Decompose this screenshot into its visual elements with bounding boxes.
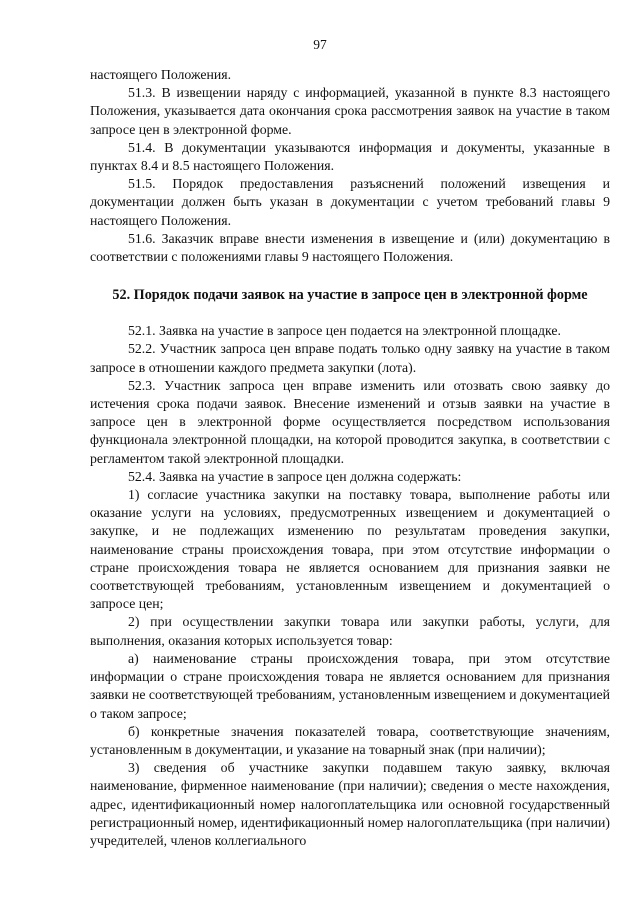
list-item-2a: а) наименование страны происхождения товара, при этом отсутствие информации о стране происхождения товара не является основанием для признания заявки не соответствующей требованиям, установленным извещением и документацией о таком запросе; bbox=[90, 650, 610, 721]
section-heading: 52. Порядок подачи заявок на участие в запросе цен в электронной форме bbox=[112, 287, 588, 304]
paragraph-51-5: 51.5. Порядок предоставления разъяснений положений извещения и документации должен быть указан в документации с учетом требований главы 9 настоящего Положения. bbox=[90, 176, 610, 228]
paragraph-51-4: 51.4. В документации указываются информация и документы, указанные в пунктах 8.4 и 8.5 настоящего Положения. bbox=[90, 139, 610, 174]
list-item-2: 2) при осуществлении закупки товара или закупки работы, услуги, для выполнения, оказания которых используется товар: bbox=[90, 614, 610, 648]
paragraph-52-3: 52.3. Участник запроса цен вправе изменить или отозвать свою заявку до истечения срока подачи заявок. Внесение изменений и отзыв заявки на участие в запросе цен в электронной форме осуществляется посредством использования функционала электронной площадки, на которой проводится закупка, в соответствии с регламентом такой электронной площадки. bbox=[90, 377, 610, 466]
document-body bbox=[90, 66, 610, 850]
list-item-1: 1) согласие участника закупки на поставку товара, выполнение работы или оказание услуги на условиях, предусмотренных извещением и документацией о закупке, и не подлежащих изменению по результатам проведения закупки, наименование страны происхождения товара, при этом отсутствие информации о стране происхождения товара не является основанием для признания заявки не соответствующей требованиям, установленным извещением и документацией о запросе цен; bbox=[90, 487, 610, 612]
list-item-2b: б) конкретные значения показателей товара, соответствующие значениям, установленным в документации, и указание на товарный знак (при наличии); bbox=[90, 723, 610, 757]
page-number: 97 bbox=[313, 37, 327, 52]
paragraph-52-2: 52.2. Участник запроса цен вправе подать только одну заявку на участие в таком запросе в отношении каждого предмета закупки (лота). bbox=[90, 341, 610, 375]
paragraph-52-4: 52.4. Заявка на участие в запросе цен должна содержать: bbox=[128, 468, 462, 484]
paragraph-51-3: 51.3. В извещении наряду с информацией, указанной в пункте 8.3 настоящего Положения, указывается дата окончания срока рассмотрения заявок на участие в таком запросе цен в электронной форме. bbox=[90, 85, 610, 137]
paragraph-52-1: 52.1. Заявка на участие в запросе цен подается на электронной площадке. bbox=[128, 323, 561, 339]
paragraph-continuation: настоящего Положения. bbox=[90, 67, 232, 82]
paragraph-51-6: 51.6. Заказчик вправе внести изменения в извещение и (или) документацию в соответствии с положениями главы 9 настоящего Положения. bbox=[90, 230, 610, 265]
list-item-3: 3) сведения об участнике закупки подавшем такую заявку, включая наименование, фирменное наименование (при наличии); сведения о месте нахождения, адрес, идентификационный номер налогоплательщика или основной государственный регистрационный номер, идентификационный номер налогоплательщика (при наличии) учредителей, членов коллегиального bbox=[90, 760, 610, 848]
